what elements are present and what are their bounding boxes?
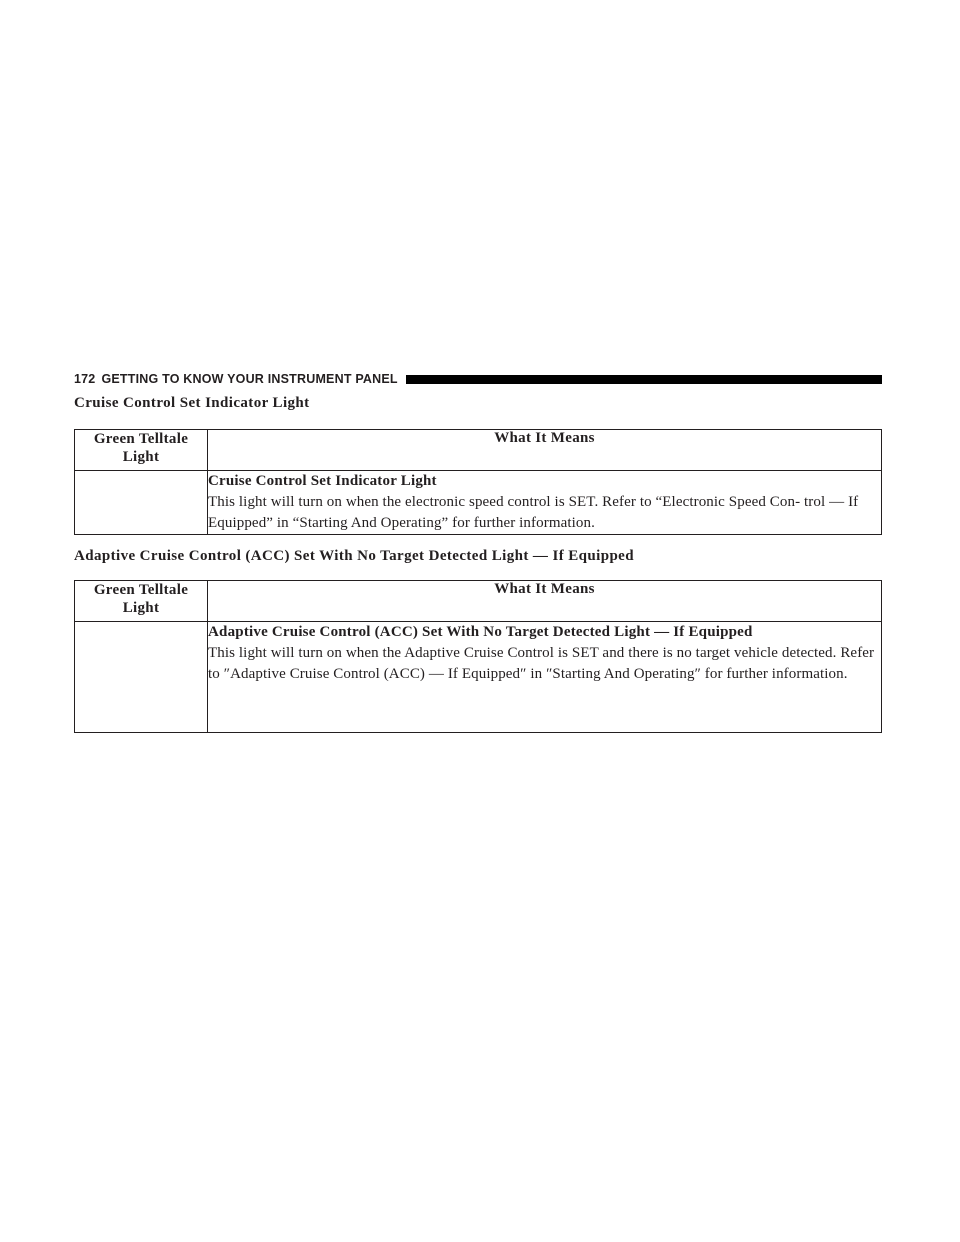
running-title: GETTING TO KNOW YOUR INSTRUMENT PANEL bbox=[101, 372, 398, 386]
description-body: This light will turn on when the electronic speed control is SET. Refer to “Electronic Speed Con- trol — If Equipped” in “Starting And Operating” for further information. bbox=[208, 494, 859, 531]
section-heading-adaptive-cruise-control: Adaptive Cruise Control (ACC) Set With No Target Detected Light — If Equipped bbox=[74, 548, 634, 564]
telltale-icon-cell bbox=[75, 471, 208, 535]
table-row bbox=[75, 622, 882, 733]
description-body: This light will turn on when the Adaptive Cruise Control is SET and there is no target vehicle detected. Refer to ″Adaptive Cruise Control (ACC) — If Equipped″ in ″Starting And Operating″ for further information. bbox=[208, 645, 875, 682]
description-title: Cruise Control Set Indicator Light bbox=[208, 473, 437, 489]
telltale-icon-cell bbox=[75, 622, 208, 733]
description-cell bbox=[208, 622, 882, 733]
column-header-telltale: Green Telltale Light bbox=[75, 581, 208, 622]
page-number: 172 bbox=[74, 372, 96, 386]
description-cell bbox=[208, 471, 882, 535]
telltale-table-adaptive-cruise-control bbox=[74, 580, 882, 733]
section-heading-cruise-control: Cruise Control Set Indicator Light bbox=[74, 395, 310, 411]
telltale-table-cruise-control bbox=[74, 429, 882, 535]
column-header-meaning: What It Means bbox=[208, 430, 882, 471]
table-row bbox=[75, 471, 882, 535]
header-rule bbox=[406, 375, 882, 384]
description-title: Adaptive Cruise Control (ACC) Set With No Target Detected Light — If Equipped bbox=[208, 624, 753, 640]
column-header-meaning: What It Means bbox=[208, 581, 882, 622]
table-header-row bbox=[75, 581, 882, 622]
page-header bbox=[74, 371, 882, 387]
table-header-row bbox=[75, 430, 882, 471]
column-header-telltale: Green Telltale Light bbox=[75, 430, 208, 471]
